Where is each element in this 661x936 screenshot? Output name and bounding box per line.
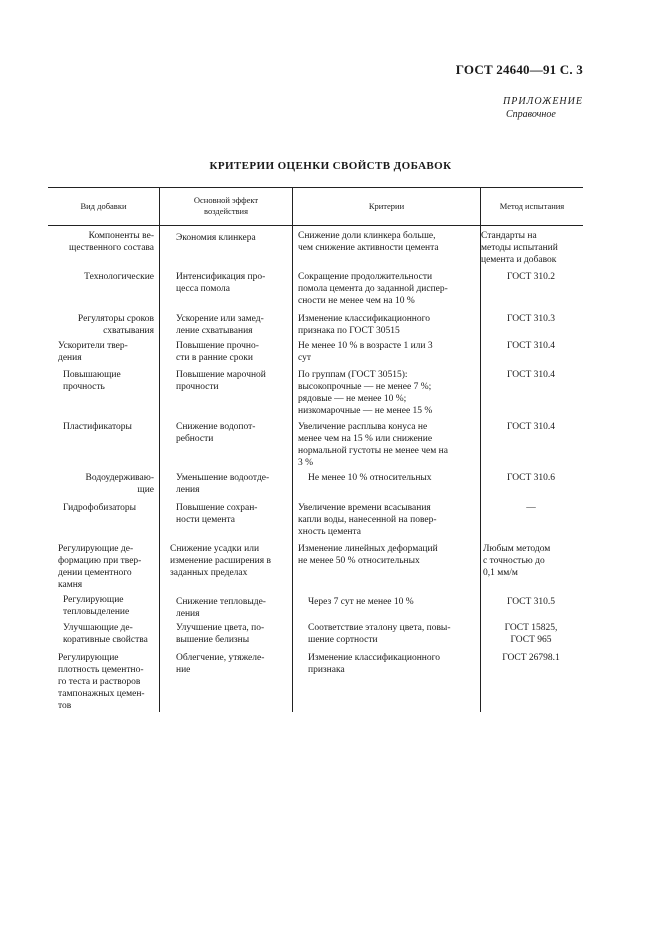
table-cell-effect: Повышение марочной прочности [176,370,266,392]
table-cell-criteria: Сокращение продолжительности помола цемента до заданной диспер- сности не менее чем на 10 % [298,272,448,306]
header-type: Вид добавки [80,200,127,211]
table-cell-type: Регуляторы сроков схватывания [77,314,154,336]
table-cell-effect: Снижение водопот- ребности [176,422,256,444]
table-cell-criteria: По группам (ГОСТ 30515): высокопрочные — не менее 7 %; рядовые — не менее 10 %; низкомарочные — не менее 15 % [298,370,433,416]
table-cell-type: Ускорители твер- дения [58,341,128,363]
criteria-table [48,187,583,712]
table-cell-type: Технологические [84,272,154,282]
table-cell-type: Компоненты ве- щественного состава [69,231,154,253]
annex-title: ПРИЛОЖЕНИЕ [503,96,583,107]
table-cell-method: ГОСТ 310.6 [506,473,556,483]
table-cell-criteria: Соответствие эталону цвета, повы- шение сортности [308,623,451,645]
table-cell-effect: Уменьшение водоотде- ления [176,473,270,495]
table-cell-method: ГОСТ 310.3 [506,314,556,324]
table-cell-method: ГОСТ 310.4 [506,422,556,432]
table-cell-type: Регулирующие тепловыделение [63,595,130,617]
table-cell-criteria: Увеличение расплыва конуса не менее чем на 15 % или снижение нормальной густоты не менее чем на 3 % [298,422,448,468]
document-code: ГОСТ 24640—91 С. 3 [455,62,583,77]
header-effect: Основной эффект воздействия [193,195,259,216]
table-header-rule [48,225,583,226]
table-cell-criteria: Не менее 10 % относительных [308,473,432,483]
table-cell-criteria: Снижение доли клинкера больше, чем снижение активности цемента [298,231,439,253]
table-cell-effect: Ускорение или замед- ление схватывания [176,314,264,336]
table-cell-method: ГОСТ 310.5 [506,597,556,607]
table-cell-criteria: Изменение классификационного признака [308,653,441,675]
table-cell-effect: Снижение тепловыде- ления [176,597,266,619]
annex-subtitle: Справочное [506,109,556,120]
table-cell-type: Гидрофобизаторы [63,503,137,513]
table-cell-method: Любым методом с точностью до 0,1 мм/м [483,544,551,578]
column-divider [159,187,160,712]
table-cell-method: ГОСТ 310.2 [506,272,556,282]
table-cell-effect: Снижение усадки или изменение расширения в заданных пределах [170,544,271,578]
table-cell-effect: Повышение сохран- ности цемента [176,503,258,525]
table-cell-method: ГОСТ 26798.1 [502,653,560,663]
table-cell-criteria: Изменение классификационного признака по ГОСТ 30515 [298,314,431,336]
table-cell-effect: Улучшение цвета, по- вышение белизны [176,623,265,645]
table-cell-criteria: Увеличение времени всасывания капли воды, нанесенной на повер- хность цемента [298,503,437,537]
table-cell-type: Регулирующие плотность цементно- го теста и растворов тампонажных цемен- тов [58,653,145,711]
table-cell-criteria: Изменение линейных деформаций не менее 50 % относительных [298,544,438,566]
column-divider [292,187,293,712]
header-method: Метод испытания [499,200,565,211]
table-cell-method: — [526,503,536,513]
table-title: КРИТЕРИИ ОЦЕНКИ СВОЙСТВ ДОБАВОК [209,160,452,172]
table-cell-effect: Экономия клинкера [176,233,256,243]
table-cell-type: Водоудерживаю- щие [85,473,154,495]
table-cell-method: ГОСТ 15825, ГОСТ 965 [504,623,558,645]
header-criteria: Критерии [368,200,405,211]
table-cell-type: Улучшающие де- коративные свойства [63,623,148,645]
table-cell-method: ГОСТ 310.4 [506,370,556,380]
table-cell-type: Регулирующие де- формацию при твер- дении цементного камня [58,544,142,590]
table-cell-method: Стандарты на методы испытаний цемента и добавок [481,231,558,265]
table-cell-effect: Облегчение, утяжеле- ние [176,653,265,675]
table-cell-effect: Повышение прочно- сти в ранние сроки [176,341,259,363]
table-cell-method: ГОСТ 310.4 [506,341,556,351]
table-cell-type: Пластификаторы [63,422,132,432]
table-cell-effect: Интенсификация про- цесса помола [176,272,266,294]
table-cell-criteria: Через 7 сут не менее 10 % [308,597,414,607]
table-cell-criteria: Не менее 10 % в возрасте 1 или 3 сут [298,341,433,363]
table-cell-type: Повышающие прочность [63,370,121,392]
